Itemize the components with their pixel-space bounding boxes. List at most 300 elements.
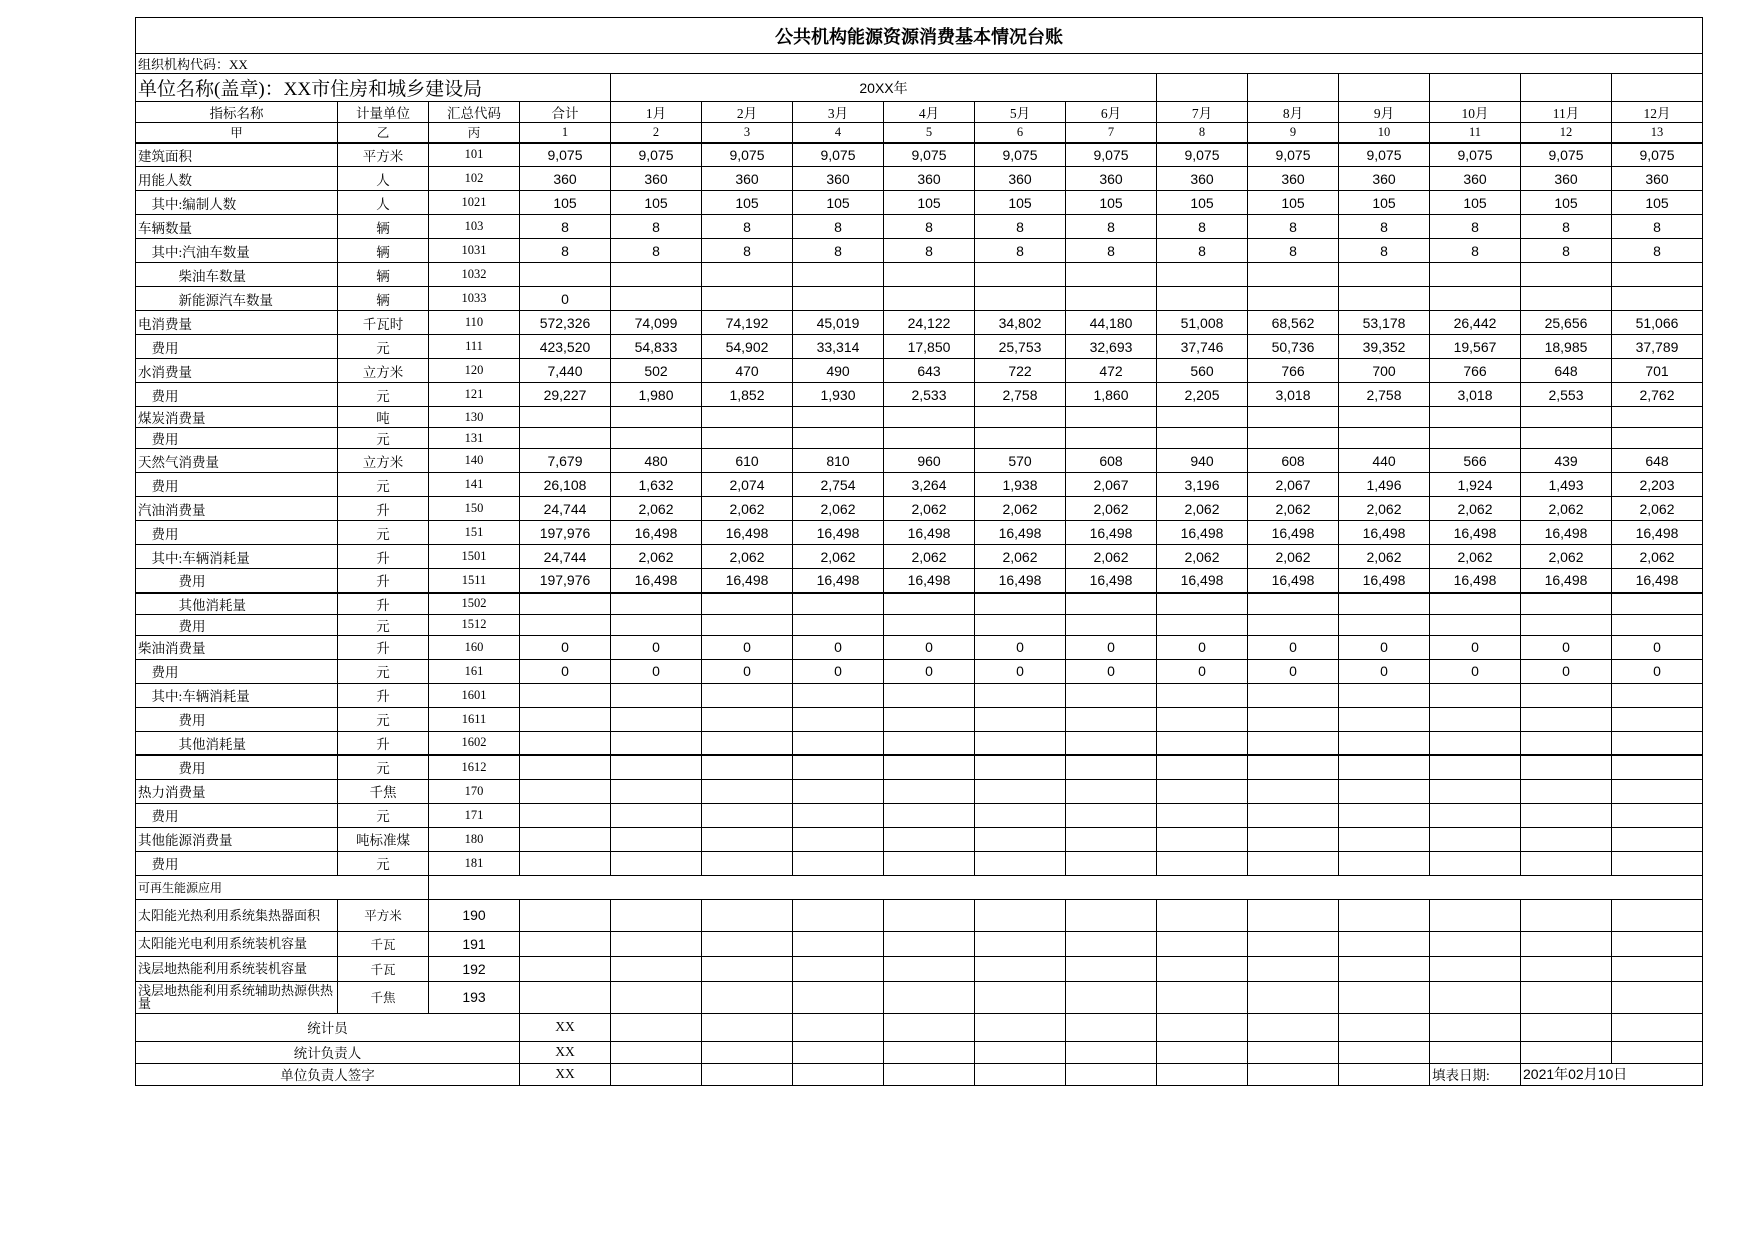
month-value-cell	[1248, 593, 1339, 615]
unit-name: 单位名称(盖章)：XX市住房和城乡建设局	[136, 74, 611, 102]
month-value-cell: 0	[1157, 635, 1248, 659]
fill-date-label: 填表日期:	[1430, 1063, 1521, 1085]
month-value-cell: 16,498	[1248, 521, 1339, 545]
month-value-cell: 2,067	[1066, 473, 1157, 497]
month-value-cell: 2,062	[611, 545, 702, 569]
blank-cell	[1248, 1041, 1339, 1063]
blank-cell	[1066, 956, 1157, 981]
index-cell: 1	[520, 123, 611, 143]
code-cell: 192	[429, 956, 520, 981]
month-value-cell: 44,180	[1066, 311, 1157, 335]
month-value-cell: 8	[611, 239, 702, 263]
code-cell: 101	[429, 143, 520, 167]
unit-cell: 元	[338, 803, 429, 827]
month-value-cell	[1157, 731, 1248, 755]
total-cell	[520, 803, 611, 827]
month-value-cell: 360	[793, 167, 884, 191]
indicator-name: 其他能源消费量	[136, 827, 338, 851]
month-value-cell: 105	[1612, 191, 1703, 215]
month-value-cell: 608	[1066, 449, 1157, 473]
month-value-cell	[793, 827, 884, 851]
blank-cell	[884, 981, 975, 1013]
unit-cell: 元	[338, 707, 429, 731]
month-value-cell: 2,205	[1157, 383, 1248, 407]
code-cell: 130	[429, 407, 520, 428]
month-value-cell	[1521, 779, 1612, 803]
table-row	[136, 593, 1703, 615]
month-value-cell: 16,498	[884, 521, 975, 545]
month-value-cell: 0	[1066, 659, 1157, 683]
indicator-name: 费用	[136, 428, 338, 449]
blank-cell	[611, 899, 702, 931]
month-value-cell	[1430, 407, 1521, 428]
total-cell	[520, 593, 611, 615]
table-row	[136, 635, 1703, 659]
renewable-row	[136, 981, 1703, 1013]
month-value-cell	[975, 827, 1066, 851]
month-value-cell	[702, 827, 793, 851]
month-value-cell	[975, 428, 1066, 449]
month-value-cell: 16,498	[793, 521, 884, 545]
month-value-cell: 2,062	[702, 545, 793, 569]
month-value-cell	[1066, 755, 1157, 779]
month-value-cell	[1430, 428, 1521, 449]
month-value-cell	[702, 407, 793, 428]
month-value-cell	[793, 779, 884, 803]
unit-cell: 元	[338, 383, 429, 407]
month-value-cell: 16,498	[1612, 521, 1703, 545]
month-value-cell: 766	[1248, 359, 1339, 383]
month-value-cell	[1248, 827, 1339, 851]
month-value-cell	[1157, 683, 1248, 707]
month-value-cell: 16,498	[1612, 569, 1703, 593]
month-value-cell	[1339, 779, 1430, 803]
month-value-cell: 502	[611, 359, 702, 383]
code-cell: 191	[429, 931, 520, 956]
month-value-cell: 74,099	[611, 311, 702, 335]
index-cell: 9	[1248, 123, 1339, 143]
blank-cell	[1248, 981, 1339, 1013]
indicator-name: 水消费量	[136, 359, 338, 383]
month-value-cell	[1248, 803, 1339, 827]
month-value-cell: 480	[611, 449, 702, 473]
month-value-cell	[1430, 779, 1521, 803]
month-value-cell: 0	[1612, 635, 1703, 659]
month-value-cell	[1066, 407, 1157, 428]
total-cell: 0	[520, 287, 611, 311]
month-value-cell	[1157, 827, 1248, 851]
blank-cell	[1248, 1063, 1339, 1085]
month-value-cell: 643	[884, 359, 975, 383]
month-value-cell	[884, 407, 975, 428]
month-value-cell: 54,833	[611, 335, 702, 359]
indicator-name: 费用	[136, 521, 338, 545]
blank-cell	[1521, 74, 1612, 102]
month-value-cell: 2,062	[702, 497, 793, 521]
month-value-cell	[1157, 287, 1248, 311]
signature-value: XX	[520, 1063, 611, 1085]
unit-cell: 升	[338, 593, 429, 615]
table-row	[136, 569, 1703, 593]
table-row	[136, 827, 1703, 851]
code-cell: 1502	[429, 593, 520, 615]
index-cell: 12	[1521, 123, 1612, 143]
blank-cell	[1157, 74, 1248, 102]
month-value-cell: 360	[702, 167, 793, 191]
month-value-cell	[1339, 755, 1430, 779]
month-value-cell: 2,062	[793, 545, 884, 569]
month-value-cell: 472	[1066, 359, 1157, 383]
blank-cell	[1339, 956, 1430, 981]
signature-row	[136, 1041, 1703, 1063]
blank-cell	[1612, 74, 1703, 102]
month-header: 1月	[611, 102, 702, 123]
month-value-cell: 16,498	[975, 521, 1066, 545]
unit-cell: 辆	[338, 239, 429, 263]
indicator-name: 天然气消费量	[136, 449, 338, 473]
month-value-cell	[1066, 803, 1157, 827]
month-value-cell	[702, 707, 793, 731]
month-value-cell: 2,062	[1430, 545, 1521, 569]
table-row	[136, 428, 1703, 449]
ledger-body	[136, 18, 1703, 1086]
unit-cell: 元	[338, 851, 429, 875]
month-value-cell: 8	[1521, 239, 1612, 263]
month-value-cell: 16,498	[793, 569, 884, 593]
blank-cell	[1612, 1013, 1703, 1041]
indicator-name: 费用	[136, 851, 338, 875]
month-value-cell	[975, 683, 1066, 707]
month-value-cell	[1521, 407, 1612, 428]
blank-cell	[1066, 931, 1157, 956]
blank-cell	[975, 931, 1066, 956]
code-cell: 150	[429, 497, 520, 521]
total-cell: 9,075	[520, 143, 611, 167]
table-row	[136, 335, 1703, 359]
month-value-cell	[1430, 593, 1521, 615]
month-value-cell: 2,553	[1521, 383, 1612, 407]
month-value-cell: 8	[975, 215, 1066, 239]
year-label: 20XX年	[611, 74, 1157, 102]
month-value-cell: 3,018	[1248, 383, 1339, 407]
table-row	[136, 407, 1703, 428]
index-cell: 10	[1339, 123, 1430, 143]
unit-cell: 元	[338, 473, 429, 497]
table-row	[136, 707, 1703, 731]
month-value-cell: 33,314	[793, 335, 884, 359]
month-value-cell	[1339, 683, 1430, 707]
total-cell	[520, 428, 611, 449]
month-value-cell: 360	[611, 167, 702, 191]
month-value-cell: 9,075	[1339, 143, 1430, 167]
month-value-cell	[975, 407, 1066, 428]
month-value-cell	[1066, 614, 1157, 635]
blank-cell	[702, 931, 793, 956]
unit-cell: 千瓦时	[338, 311, 429, 335]
blank-cell	[1339, 74, 1430, 102]
total-cell	[520, 683, 611, 707]
blank-cell	[1521, 1013, 1612, 1041]
blank-cell	[1430, 981, 1521, 1013]
month-value-cell	[611, 263, 702, 287]
month-value-cell: 105	[793, 191, 884, 215]
blank-cell	[702, 956, 793, 981]
month-value-cell: 470	[702, 359, 793, 383]
month-value-cell	[1157, 803, 1248, 827]
month-value-cell: 2,062	[1612, 545, 1703, 569]
month-value-cell	[1521, 827, 1612, 851]
month-value-cell	[1521, 803, 1612, 827]
month-value-cell: 16,498	[1066, 569, 1157, 593]
month-value-cell: 105	[1339, 191, 1430, 215]
fill-date-value: 2021年02月10日	[1521, 1063, 1703, 1085]
total-cell: 0	[520, 635, 611, 659]
month-value-cell: 1,980	[611, 383, 702, 407]
total-cell	[520, 614, 611, 635]
blank-cell	[1339, 981, 1430, 1013]
blank-cell	[1066, 899, 1157, 931]
month-value-cell	[611, 803, 702, 827]
indicator-name: 其他消耗量	[136, 731, 338, 755]
total-cell	[520, 731, 611, 755]
signature-value: XX	[520, 1041, 611, 1063]
month-value-cell	[1157, 779, 1248, 803]
blank-cell	[793, 981, 884, 1013]
signature-row	[136, 1063, 1703, 1085]
month-value-cell	[884, 287, 975, 311]
signature-label: 统计负责人	[136, 1041, 520, 1063]
month-value-cell: 648	[1521, 359, 1612, 383]
total-cell	[520, 779, 611, 803]
org-code-row	[136, 54, 1703, 74]
month-value-cell: 1,632	[611, 473, 702, 497]
month-value-cell	[975, 851, 1066, 875]
month-value-cell	[793, 755, 884, 779]
blank-cell	[884, 931, 975, 956]
blank-cell	[1612, 956, 1703, 981]
month-value-cell	[1339, 263, 1430, 287]
month-value-cell: 3,196	[1157, 473, 1248, 497]
code-cell: 1512	[429, 614, 520, 635]
month-value-cell: 2,758	[1339, 383, 1430, 407]
code-cell: 102	[429, 167, 520, 191]
month-value-cell	[1157, 593, 1248, 615]
month-value-cell	[1157, 428, 1248, 449]
unit-cell: 吨标准煤	[338, 827, 429, 851]
unit-cell: 千瓦	[338, 931, 429, 956]
code-cell: 1611	[429, 707, 520, 731]
unit-cell: 千焦	[338, 981, 429, 1013]
month-header: 4月	[884, 102, 975, 123]
month-value-cell	[884, 614, 975, 635]
month-value-cell	[1248, 755, 1339, 779]
month-value-cell	[975, 593, 1066, 615]
month-value-cell	[1248, 779, 1339, 803]
month-value-cell	[793, 614, 884, 635]
month-value-cell: 560	[1157, 359, 1248, 383]
blank-cell	[1248, 74, 1339, 102]
blank-cell	[793, 956, 884, 981]
month-value-cell	[1339, 593, 1430, 615]
month-value-cell: 32,693	[1066, 335, 1157, 359]
table-row	[136, 755, 1703, 779]
code-cell: 120	[429, 359, 520, 383]
table-row	[136, 191, 1703, 215]
unit-cell: 升	[338, 635, 429, 659]
month-header: 12月	[1612, 102, 1703, 123]
total-cell: 0	[520, 659, 611, 683]
total-cell: 8	[520, 239, 611, 263]
index-cell: 丙	[429, 123, 520, 143]
month-value-cell: 16,498	[611, 521, 702, 545]
month-value-cell: 700	[1339, 359, 1430, 383]
month-value-cell	[702, 779, 793, 803]
table-row	[136, 521, 1703, 545]
indicator-name: 煤炭消费量	[136, 407, 338, 428]
table-row	[136, 683, 1703, 707]
month-value-cell: 105	[702, 191, 793, 215]
code-cell: 193	[429, 981, 520, 1013]
blank-cell	[793, 1041, 884, 1063]
month-value-cell: 54,902	[702, 335, 793, 359]
month-value-cell: 9,075	[1430, 143, 1521, 167]
month-header: 11月	[1521, 102, 1612, 123]
month-value-cell	[975, 731, 1066, 755]
code-cell: 111	[429, 335, 520, 359]
indicator-name: 其中:汽油车数量	[136, 239, 338, 263]
month-value-cell	[1612, 287, 1703, 311]
month-value-cell	[975, 803, 1066, 827]
month-value-cell: 0	[1430, 635, 1521, 659]
month-value-cell: 8	[1430, 239, 1521, 263]
month-value-cell: 51,066	[1612, 311, 1703, 335]
month-value-cell	[1157, 407, 1248, 428]
indicator-name: 费用	[136, 473, 338, 497]
month-value-cell: 8	[793, 215, 884, 239]
month-value-cell	[1430, 683, 1521, 707]
month-value-cell: 490	[793, 359, 884, 383]
blank-cell	[611, 981, 702, 1013]
month-value-cell	[1612, 851, 1703, 875]
month-value-cell: 37,789	[1612, 335, 1703, 359]
total-cell: 26,108	[520, 473, 611, 497]
blank-cell	[1521, 899, 1612, 931]
month-value-cell	[611, 407, 702, 428]
month-value-cell	[1248, 683, 1339, 707]
month-value-cell	[1248, 287, 1339, 311]
unit-cell: 辆	[338, 287, 429, 311]
blank-cell	[520, 899, 611, 931]
month-value-cell: 360	[1248, 167, 1339, 191]
month-value-cell	[702, 263, 793, 287]
month-value-cell: 8	[975, 239, 1066, 263]
month-value-cell: 9,075	[611, 143, 702, 167]
month-value-cell: 360	[975, 167, 1066, 191]
month-value-cell	[884, 428, 975, 449]
month-value-cell	[1612, 407, 1703, 428]
month-value-cell: 9,075	[702, 143, 793, 167]
month-header: 6月	[1066, 102, 1157, 123]
blank-cell	[1248, 1013, 1339, 1041]
month-value-cell: 16,498	[611, 569, 702, 593]
month-value-cell: 648	[1612, 449, 1703, 473]
month-value-cell: 105	[1521, 191, 1612, 215]
unit-cell: 立方米	[338, 359, 429, 383]
code-cell: 161	[429, 659, 520, 683]
month-value-cell: 8	[1339, 239, 1430, 263]
month-value-cell: 9,075	[1521, 143, 1612, 167]
unit-cell: 千焦	[338, 779, 429, 803]
month-value-cell: 0	[1521, 659, 1612, 683]
month-value-cell	[1339, 428, 1430, 449]
month-value-cell	[1612, 779, 1703, 803]
index-row	[136, 123, 1703, 143]
month-value-cell	[1521, 755, 1612, 779]
indicator-name: 费用	[136, 383, 338, 407]
renewable-name: 浅层地热能利用系统装机容量	[136, 956, 338, 981]
month-value-cell: 2,762	[1612, 383, 1703, 407]
month-value-cell: 8	[1612, 215, 1703, 239]
month-value-cell	[1066, 707, 1157, 731]
month-value-cell: 1,930	[793, 383, 884, 407]
unit-cell: 元	[338, 755, 429, 779]
month-value-cell	[1248, 707, 1339, 731]
blank-cell	[975, 1041, 1066, 1063]
unit-cell: 平方米	[338, 143, 429, 167]
month-value-cell	[1612, 707, 1703, 731]
blank-cell	[429, 875, 1703, 899]
month-value-cell	[1248, 614, 1339, 635]
month-value-cell: 360	[1612, 167, 1703, 191]
month-value-cell	[793, 593, 884, 615]
month-value-cell: 360	[1339, 167, 1430, 191]
month-value-cell: 960	[884, 449, 975, 473]
month-value-cell: 2,062	[884, 497, 975, 521]
index-cell: 7	[1066, 123, 1157, 143]
blank-cell	[611, 956, 702, 981]
month-value-cell	[884, 755, 975, 779]
month-value-cell: 1,924	[1430, 473, 1521, 497]
month-value-cell: 0	[793, 659, 884, 683]
month-value-cell	[1521, 683, 1612, 707]
renewable-label: 可再生能源应用	[136, 875, 429, 899]
month-value-cell	[611, 428, 702, 449]
blank-cell	[975, 956, 1066, 981]
code-cell: 1501	[429, 545, 520, 569]
month-value-cell: 1,938	[975, 473, 1066, 497]
month-value-cell: 9,075	[1066, 143, 1157, 167]
unit-cell: 人	[338, 191, 429, 215]
blank-cell	[1430, 1041, 1521, 1063]
total-cell	[520, 263, 611, 287]
total-cell: 197,976	[520, 569, 611, 593]
month-value-cell	[1612, 683, 1703, 707]
indicator-name: 费用	[136, 614, 338, 635]
month-value-cell	[975, 287, 1066, 311]
month-value-cell	[611, 683, 702, 707]
code-cell: 103	[429, 215, 520, 239]
code-cell: 121	[429, 383, 520, 407]
total-cell: 7,679	[520, 449, 611, 473]
month-value-cell	[1066, 731, 1157, 755]
code-cell: 110	[429, 311, 520, 335]
month-value-cell	[884, 683, 975, 707]
month-value-cell: 2,062	[1612, 497, 1703, 521]
code-cell: 1602	[429, 731, 520, 755]
month-value-cell	[1066, 593, 1157, 615]
blank-cell	[1339, 931, 1430, 956]
month-value-cell: 360	[1157, 167, 1248, 191]
